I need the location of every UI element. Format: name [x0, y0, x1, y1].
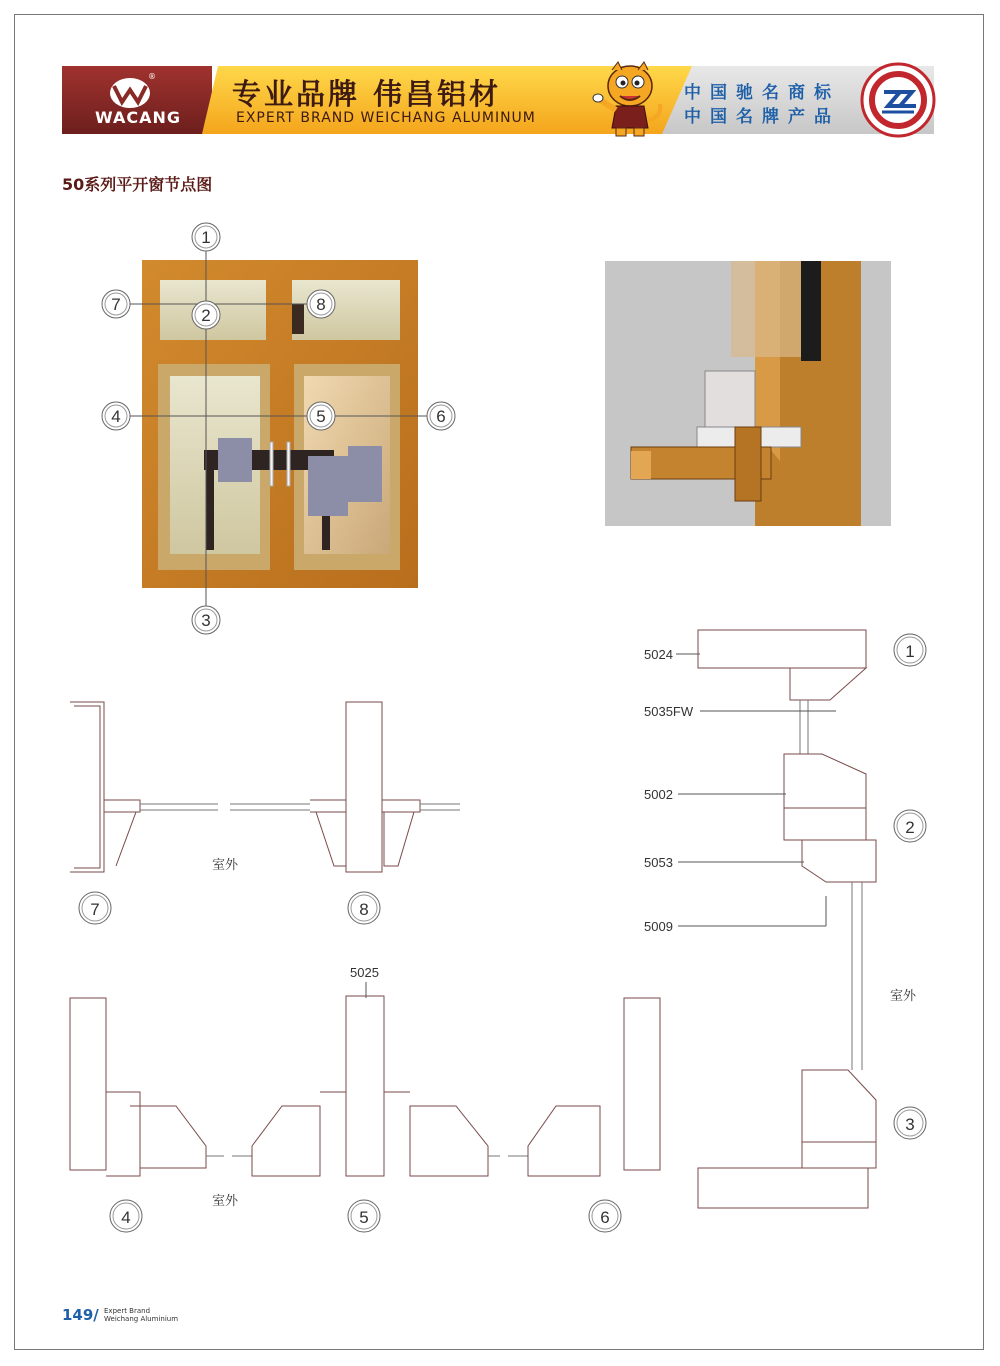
honor-line-1: 中国驰名商标: [684, 83, 840, 103]
part-code-5024: 5024: [644, 647, 673, 662]
marker-elev-4: [102, 402, 130, 430]
svg-text:7: 7: [111, 295, 121, 314]
part-code-5025: 5025: [350, 965, 379, 980]
part-code-5002: 5002: [644, 787, 673, 802]
outside-label-top: 室外: [212, 857, 239, 872]
marker-elev-3: [192, 606, 220, 634]
svg-text:2: 2: [905, 818, 915, 837]
part-code-5053: 5053: [644, 855, 673, 870]
honor-line-2: 中国名牌产品: [684, 107, 840, 127]
svg-text:6: 6: [436, 407, 446, 426]
page-title: 50系列平开窗节点图: [62, 175, 213, 194]
footer-line-2: Weichang Aluminium: [104, 1315, 179, 1323]
part-code-5009: 5009: [644, 919, 673, 934]
marker-elev-8: [307, 290, 335, 318]
part-code-5035fw: 5035FW: [644, 704, 694, 719]
marker-section-6: [589, 1200, 621, 1232]
svg-text:8: 8: [316, 295, 326, 314]
outside-label-vertical: 室外: [890, 988, 917, 1003]
page-number: 149/: [62, 1306, 99, 1324]
marker-elev-6: [427, 402, 455, 430]
slogan-cn: 专业品牌 伟昌铝材: [232, 77, 502, 111]
svg-text:3: 3: [201, 611, 211, 630]
svg-text:1: 1: [201, 228, 211, 247]
svg-text:4: 4: [111, 407, 121, 426]
svg-text:4: 4: [121, 1208, 131, 1227]
footer-brand: [104, 1307, 178, 1323]
slogan-en: EXPERT BRAND WEICHANG ALUMINUM: [236, 110, 536, 126]
marker-section-1: [894, 634, 926, 666]
marker-section-5: [348, 1200, 380, 1232]
svg-text:6: 6: [600, 1208, 610, 1227]
marker-elev-1: [192, 223, 220, 251]
marker-section-4: [110, 1200, 142, 1232]
svg-text:2: 2: [201, 306, 211, 325]
marker-section-3: [894, 1107, 926, 1139]
marker-section-7: [79, 892, 111, 924]
svg-text:5: 5: [359, 1208, 369, 1227]
svg-text:5: 5: [316, 407, 326, 426]
footer-line-1: Expert Brand: [104, 1307, 151, 1315]
registered-mark: ®: [148, 72, 156, 81]
brand-name: WACANG: [95, 108, 181, 127]
marker-elev-5: [307, 402, 335, 430]
marker-elev-7: [102, 290, 130, 318]
marker-elev-2: [192, 301, 220, 329]
marker-section-2: [894, 810, 926, 842]
svg-text:8: 8: [359, 900, 369, 919]
svg-text:7: 7: [90, 900, 100, 919]
svg-text:1: 1: [905, 642, 915, 661]
outside-label-bottom: 室外: [212, 1193, 239, 1208]
marker-section-8: [348, 892, 380, 924]
svg-text:3: 3: [905, 1115, 915, 1134]
